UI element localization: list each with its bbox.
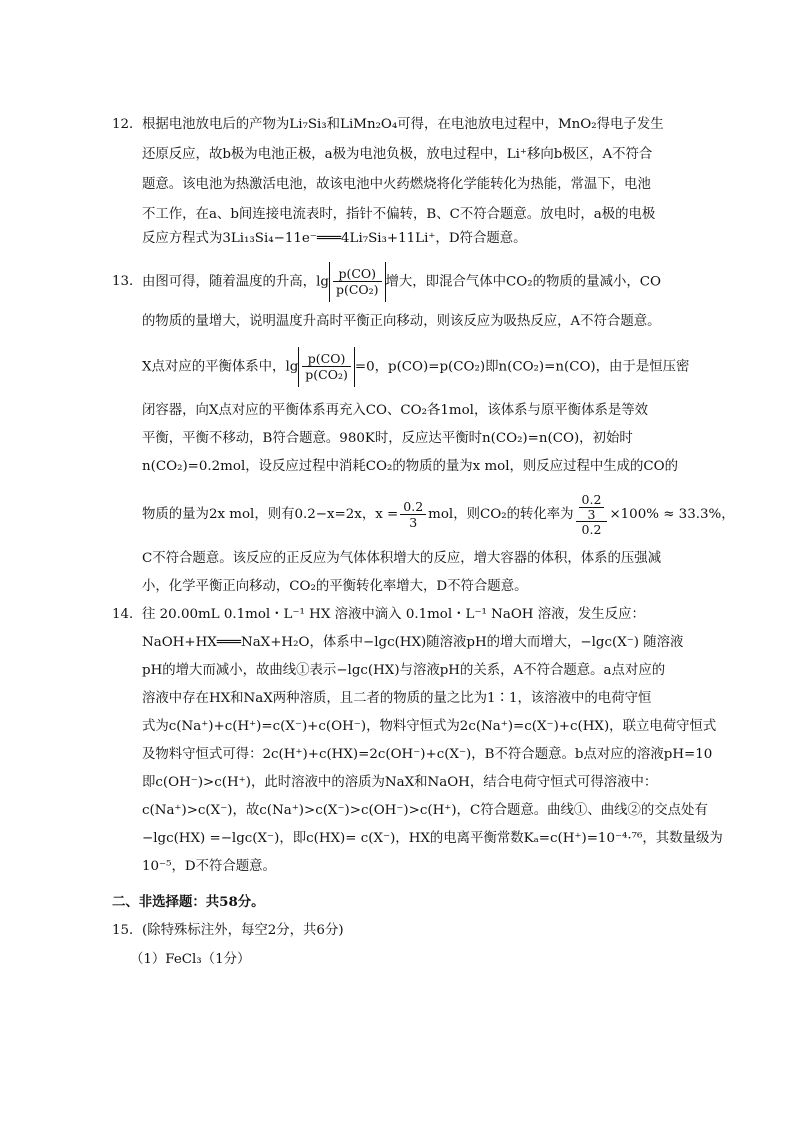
q14-line-4: 溶液中存在HX和NaX两种溶质，且二者的物质的量之比为1∶1，该溶液中的电荷守恒 (142, 691, 652, 706)
q12-line-2: 还原反应，故b极为电池正极，a极为电池负极，放电过程中，Li⁺移向b极区，A不符合 (142, 147, 653, 162)
q13-line-7: 物质的量为2x mol，则有0.2−x=2x，x = $\frac{0.2}{3}$ mol，则CO₂的转化率为 $\frac{\frac{0.2}{3}}{0.2}$ ×100% ≈ 33.3%， (142, 492, 735, 537)
q14-line-7: 即c(OH⁻)>c(H⁺)，此时溶液中的溶质为NaX和NaOH，结合电荷守恒式可得溶液中： (142, 775, 658, 790)
q14-line-2: NaOH+HX═══NaX+H₂O，体系中−lgc(HX)随溶液pH的增大而增大，−lgc(X⁻) 随溶液 (142, 635, 684, 650)
q14-line-3: pH的增大而减小，故曲线①表示−lgc(HX)与溶液pH的关系，A不符合题意。a点对应的 (142, 663, 666, 678)
q13-line-3: X点对应的平衡体系中，lg $\frac{p(CO)}{\text{p(CO₂)}}$ =0，p(CO)=p(CO₂)即n(CO₂)=n(CO)，由于是恒压密 (142, 347, 689, 388)
q13-line-6: n(CO₂)=0.2mol，设反应过程中消耗CO₂的物质的量为x mol，则反应过程中生成的CO的 (142, 459, 679, 474)
q15-answer-1: （1）FeCl₃（1分） (130, 952, 251, 967)
q15-head: (除特殊标注外，每空2分，共6分) (142, 923, 344, 938)
q14-line-10: 10⁻⁵，D不符合题意。 (142, 859, 276, 874)
q12-line-1: 根据电池放电后的产物为Li₇Si₃和LiMn₂O₄可得，在电池放电过程中，MnO₂得电子发生 (142, 117, 664, 132)
question-number: 15． (112, 923, 143, 938)
bracket-fraction: $\frac{p(CO)}{\text{p(CO₂)}}$ (298, 347, 355, 387)
q14-line-5: 式为c(Na⁺)+c(H⁺)=c(X⁻)+c(OH⁻)，物料守恒式为2c(Na⁺)=c(X⁻)+c(HX)，联立电荷守恒式 (142, 719, 717, 734)
q13-line-2: 的物质的量增大，说明温度升高时平衡正向移动，则该反应为吸热反应，A不符合题意。 (142, 314, 661, 329)
q12-line-4: 不工作，在a、b间连接电流表时，指针不偏转，B、C不符合题意。放电时，a极的电极 (142, 207, 656, 222)
q13-line-1: 由图可得，随着温度的升高，lg $\frac{p(CO)}{\text{p(CO₂)}}$ 增大，即混合气体中CO₂的物质的量减小，CO (142, 262, 661, 303)
bracket-fraction: $\frac{p(CO)}{\text{p(CO₂)}}$ (329, 262, 386, 302)
q13-line-5: 平衡，平衡不移动，B符合题意。980K时，反应达平衡时n(CO₂)=n(CO)，初始时 (142, 431, 633, 446)
question-number: 12． (112, 117, 143, 132)
section-heading: 二、非选择题：共58分。 (112, 894, 265, 910)
q14-line-9: −lgc(HX) =−lgc(X⁻)，即c(HX)= c(X⁻)，HX的电离平衡常数Kₐ=c(H⁺)=10⁻⁴·⁷⁶，其数量级为 (142, 831, 723, 846)
q14-line-6: 及物料守恒式可得：2c(H⁺)+c(HX)=2c(OH⁻)+c(X⁻)，B不符合题意。b点对应的溶液pH=10 (142, 747, 713, 762)
q14-line-8: c(Na⁺)>c(X⁻)，故c(Na⁺)>c(X⁻)>c(OH⁻)>c(H⁺)，C符合题意。曲线①、曲线②的交点处有 (142, 803, 708, 818)
q13-line-8: C不符合题意。该反应的正反应为气体体积增大的反应，增大容器的体积，体系的压强减 (142, 551, 662, 566)
q14-line-1: 往 20.00mL 0.1mol・L⁻¹ HX 溶液中滴入 0.1mol・L⁻¹ NaOH 溶液，发生反应： (142, 607, 645, 622)
question-number: 13． (112, 274, 143, 289)
q13-line-4: 闭容器，向X点对应的平衡体系再充入CO、CO₂各1mol，该体系与原平衡体系是等效 (142, 403, 649, 418)
question-number: 14． (112, 607, 143, 622)
q12-line-3: 题意。该电池为热激活电池，故该电池中火药燃烧将化学能转化为热能，常温下，电池 (142, 177, 651, 192)
q12-line-5: 反应方程式为3Li₁₃Si₄−11e⁻═══4Li₇Si₃+11Li⁺，D符合题意。 (142, 231, 527, 246)
q13-line-9: 小，化学平衡正向移动，CO₂的平衡转化率增大，D不符合题意。 (142, 579, 528, 594)
